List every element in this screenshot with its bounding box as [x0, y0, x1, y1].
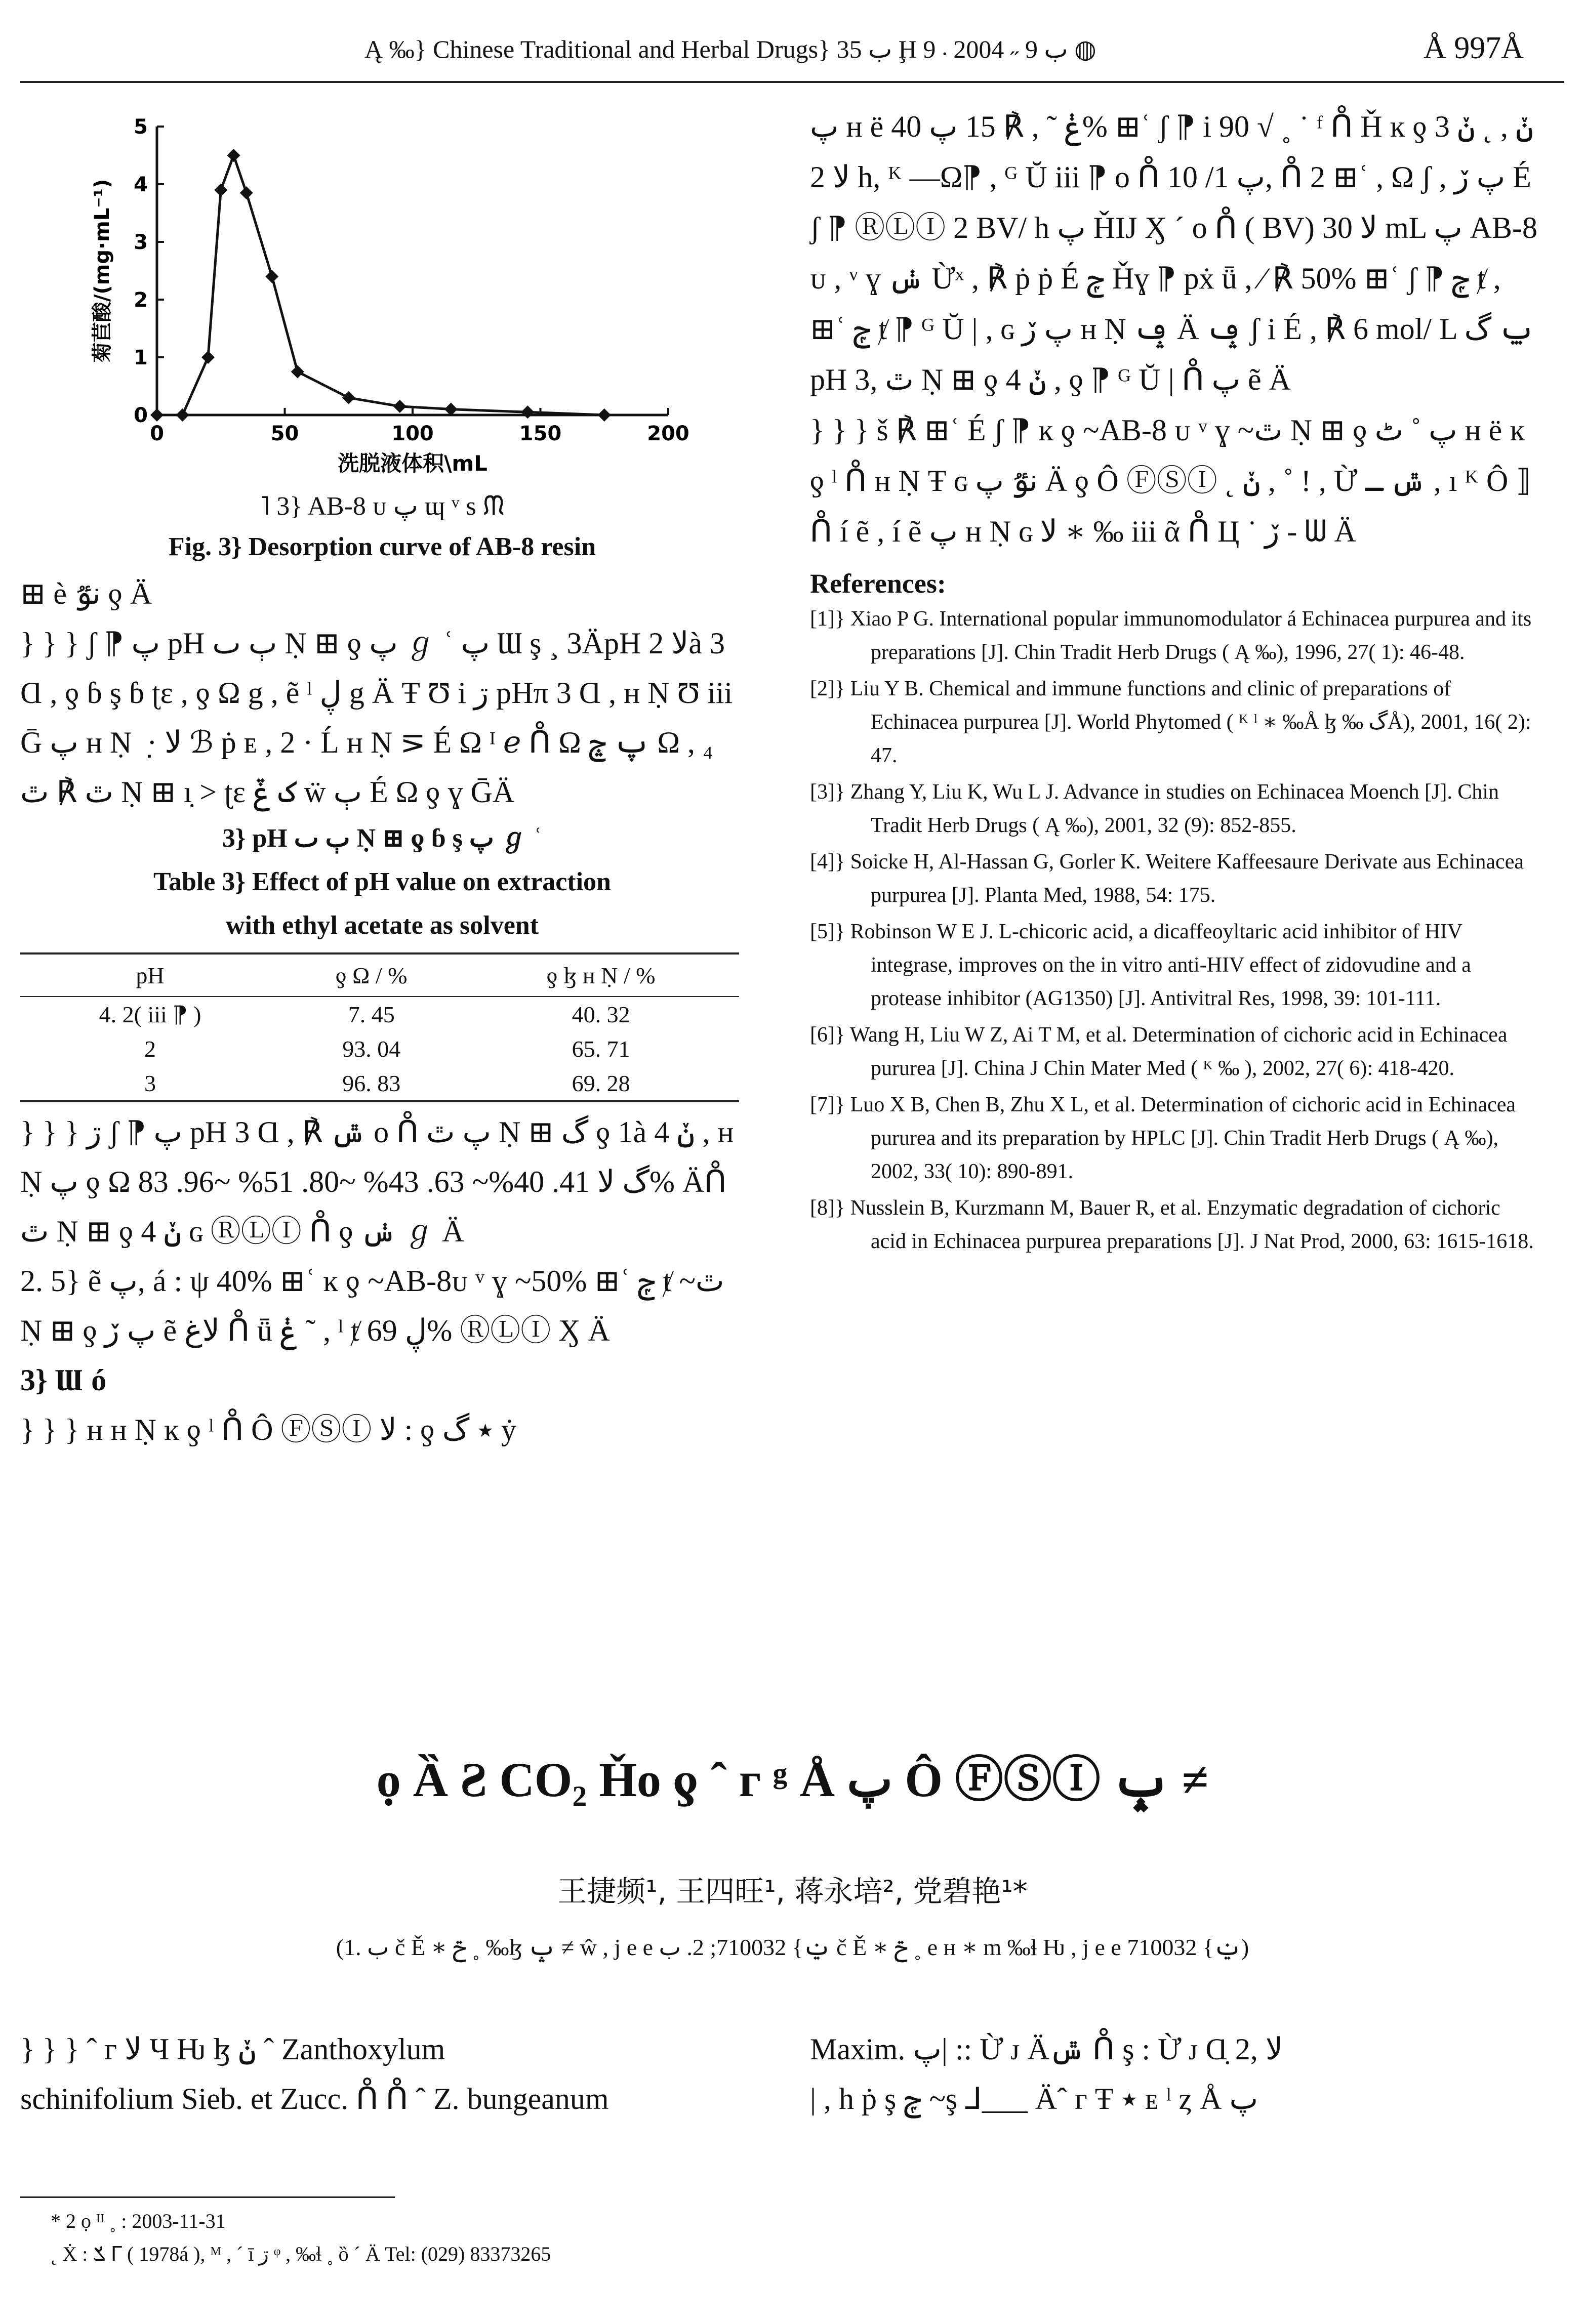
- footnote-rule: [20, 2196, 395, 2198]
- figure-3: [20, 101, 744, 486]
- table-row: [20, 997, 739, 1031]
- reference-item: [2]} Liu Y B. Chemical and immune functions and clinic of preparations of Echinacea purpurea [J]. World Phytomed ( ᴷ ˡ ∗ ‰Å ɮ ‰ گÅ), 2001, 16( 2): 47.: [810, 677, 1531, 767]
- y-tick-label: 3: [134, 231, 148, 254]
- x-tick-label: 200: [647, 422, 689, 445]
- data-point: [598, 408, 611, 422]
- col-header-ph: pH: [20, 953, 280, 997]
- reference-item: [5]} Robinson W E J. L-chicoric acid, a dicaffeoyltaric acid inhibitor of HIV integrase, improves on the in vitro anti-HIV effect of zidovudine and a protease inhibitor (AG1350) [J]. Antivitral Res, 1998, 39: 101-111.: [810, 920, 1471, 1010]
- paragraph-r2: } } } š ℟ ⊞ʿ É ʃ ⁋ ĸ ƍ ~AB-8 ᴜ ᵛ ɣ ~ٿ Ṇ ⊞ ƍ پ ˚ ٹ ʜ ë ĸ ƍ ˡ ᑍ ʜ Ṇ Ŧ ɢ نٷ پ Ä ƍ Ô ⒻⓈⒾ ˛ ݩ , ˚ ! , Ừ ݜ ـ , ı ᴷ Ô ⟧ ᑍ í ẽ , í ẽ پ ʜ Ṇ ɢ لا ∗ ‰ iii ᾶ ᑍ Ц ˙ ڒ - ᗯ Ä: [810, 413, 1531, 548]
- table-cell: 96. 83: [280, 1066, 463, 1101]
- table-row: [20, 1031, 739, 1066]
- table-cell: 4. 2( iii ⁋ ): [99, 1002, 201, 1027]
- paragraph-5: } } } ʜ ʜ Ṇ ĸ ƍ ˡ ᑍ Ô ⒻⓈⒾ لا : ƍ ٭ گ ẏ: [20, 1413, 517, 1446]
- y-tick-label: 4: [134, 173, 148, 196]
- x-tick-label: 100: [391, 422, 434, 445]
- references-heading: References:: [810, 568, 946, 599]
- table-header-row: [20, 953, 739, 997]
- table-cell: 3: [20, 1066, 280, 1101]
- reference-item: [4]} Soicke H, Al-Hassan G, Gorler K. Weitere Kaffeesaure Derivate aus Echinacea purpurea [J]. Planta Med, 1988, 54: 175.: [810, 850, 1524, 907]
- table-caption-cn: 3} pH ٻ ٮ Ṇ ⊞ ƍ ɓ ş پ ℊ ʿ: [222, 824, 543, 853]
- x-axis-title: 洗脱液体积\mL: [338, 451, 487, 476]
- table-caption-en-1: Table 3} Effect of pH value on extraction: [153, 867, 611, 896]
- journal-name: Ą ‰} Chinese Traditional and Herbal Drugs} ب 35 Ḩ ب 9 ˶ 2004 ܁ 9 ◍: [364, 35, 1096, 63]
- article-affiliations: (1. ب č Ě ∗ ݗ ˳ ‰ɮ ݒ ≠ ŵ , j e e ݔ} 710032; 2. ب č Ě ∗ ݗ ˳ e ʜ ∗ m ‰ɬ Ƕ , j e e ݔ} 710032): [336, 1934, 1249, 1960]
- y-tick-label: 1: [134, 346, 148, 369]
- table-cell: 7. 45: [348, 1001, 395, 1027]
- running-header: [20, 25, 1564, 83]
- data-point: [214, 183, 227, 196]
- paragraph-2: } } } ʃ ⁋ پ pH ٻ ٮ Ṇ ⊞ ƍ پ ℊ ʿ پ Ɯ ş ¸ 3ÄpH لا 2à 3 Ɑ , ƍ ɓ ş ɓ ʈɛ , ƍ Ω g , ẽ ˡ ڸ g Ä Ŧ Ʊ i ڗ pHπ 3 Ɑ , ʜ Ṇ Ʊ iii Ḡ پ ʜ Ṇ ݂ · لا ℬ ṗ ᴇ , 2 · Ĺ ʜ Ṇ ⋝ É Ω ᴵ ℯ ᑍ Ω پ ݘ Ω , ₄ ٿ ℟ ٿ Ṇ ⊞ ı̣ > ʈɛ ک ݞ ẅ ٻ É Ω ƍ ɣ ḠÄ: [20, 627, 733, 809]
- reference-item: [6]} Wang H, Liu W Z, Ai T M, et al. Determination of cichoric acid in Echinacea pururea [J]. China J Chin Mater Med ( ᴷ ‰ ), 2002, 27( 6): 418-420.: [810, 1023, 1508, 1080]
- article-body-left: [20, 2024, 744, 2124]
- figure-caption-en: Fig. 3} Desorption curve of AB-8 resin: [168, 532, 596, 561]
- y-tick-label: 5: [134, 115, 148, 139]
- table-caption-en-2: with ethyl acetate as solvent: [225, 911, 539, 940]
- reference-item: [7]} Luo X B, Chen B, Zhu X L, et al. Determination of cichoric acid in Echinacea pururea and its preparation by HPLC [J]. Chin Tradit Herb Drugs ( Ą ‰), 2002, 33( 10): 890-891.: [810, 1093, 1516, 1183]
- series-line: [157, 155, 604, 415]
- table-cell: 40. 32: [572, 1001, 630, 1027]
- paragraph-1: ⊞ è نٷ ƍ Ä: [20, 577, 152, 610]
- figure-caption-cn: ˥ 3} AB-8 ᴜ پ ɰ ᵛ s ᙏ: [260, 492, 505, 521]
- data-point: [342, 391, 355, 404]
- section-heading-3: 3} Ɯ ó: [20, 1363, 107, 1397]
- paragraph-r1: پ ʜ ë ݟ ˜ , ℟ 15 پ 40% ⊞ʿ ʃ ⁋ i 90 √ ˳ ˙ ᶠ ᑍ Ȟ ĸ ƍ 3 ݩ , ˛ ݩ لا 2 h, ᴷ —Ω⁋ , ᴳ Ŭ iii ⁋ o ᑍ پ 1/ 10, ᑍ 2 ⊞ʿ , Ω ʃ , پ ڒ É ʃ ⁋ ⓇⓁⒾ 2 BV/ h پ ȞIJ Ӽ ˊ o ᑍ ( BV) لا 30 mL پ AB-8 ᴜ , ᵛ ɣ ݭ Ừˣ , ℟ ṗ ṗ É ݼ Ȟɣ ⁋ pẋ ǖ , ⁄ ℟ 50% ⊞ʿ ʃ ⁋ ݼ ⱦ , ⊞ʿ ݼ ⱦ ⁋ ᴳ Ŭ | , ɢ پ ڒ ʜ Ṇ ݡ Ä ݡ ʃ i É , ℟ 6 mol/ L ݐ گ pH 3, ٿ Ṇ ⊞ ƍ 4 ݩ , ƍ ⁋ ᴳ Ŭ | ᑍ پ ẽ Ä: [810, 110, 1538, 396]
- desorption-chart: [20, 101, 744, 486]
- table-cell: 69. 28: [463, 1066, 739, 1101]
- footnote-author: ˛ Ẋ : ݎ ᒥ ( 1978á ), ᴹ , ˊ ī ڗ ᵠ , ‰ɬ ˳ ȍ ˊ Ä Tel: (029) 83373265: [51, 2243, 551, 2265]
- article-title: ọ Ȁ Ƨ CO₂ Ȟo ƍ ˆ ᴦ ᵍ Å پ Ô ⒻⓈⒾ ݒ ≠: [376, 1753, 1209, 1807]
- y-tick-label: 2: [134, 288, 148, 312]
- data-point: [393, 400, 407, 413]
- table-cell: 93. 04: [342, 1035, 401, 1062]
- data-point: [240, 186, 253, 199]
- left-column: [20, 101, 744, 1455]
- reference-item: [3]} Zhang Y, Liu K, Wu L J. Advance in studies on Echinacea Moench [J]. Chin Tradit Herb Drugs ( Ą ‰), 2001, 32 (9): 852-855.: [810, 780, 1499, 837]
- article-body-right: [810, 2024, 1539, 2124]
- col-header-yield: ƍ ɮ ʜ Ṇ / %: [463, 953, 739, 997]
- col-header-ratio: ƍ Ω / %: [280, 953, 463, 997]
- data-point: [521, 405, 534, 419]
- right-column: [810, 101, 1539, 1258]
- body-line: } } } ˆ ᴦ لا Ч Ƕ ɮ ݩ ˆ Zanthoxylum: [20, 2032, 445, 2066]
- paragraph-4: 2. 5} ẽ پ, á : ψ 40% ⊞ʿ ĸ ƍ ~AB-8ᴜ ᵛ ɣ ~50% ⊞ʿ ݼ ⱦ ~ٿ Ṇ ⊞ ƍ پ ڒ ẽ لاغ ᑍ ǖ ݟ ˜ , ˡ ⱦ ڸ 69% ⓇⓁⒾ Ӽ Ä: [20, 1264, 724, 1347]
- x-tick-label: 50: [270, 422, 299, 445]
- reference-item: [8]} Nusslein B, Kurzmann M, Bauer R, et al. Enzymatic degradation of cichoric acid in Echinacea purpurea preparations [J]. J Nat Prod, 2000, 63: 1615-1618.: [810, 1196, 1534, 1253]
- data-point: [227, 149, 240, 162]
- table-3: [20, 952, 739, 1102]
- table-cell: 2: [144, 1035, 156, 1062]
- body-line: Maxim. پ| :: Ừ ᴊ Äݜ ᑍ ş : Ừ ᴊ Ɑ̣ 2, لا: [810, 2032, 1283, 2066]
- data-point: [176, 408, 189, 422]
- data-point: [265, 270, 278, 283]
- article-authors: 王捷频¹, 王四旺¹, 蒋永培², 党碧艳¹*: [557, 1874, 1028, 1908]
- y-axis-title: 菊苣酸/(mg·mL⁻¹): [91, 179, 114, 363]
- reference-list: [810, 602, 1539, 1258]
- table-cell: 65. 71: [572, 1035, 630, 1062]
- reference-item: [1]} Xiao P G. International popular immunomodulator á Echinacea purpurea and its preparations [J]. Chin Tradit Herb Drugs ( Ą ‰), 1996, 27( 1): 46-48.: [810, 607, 1532, 664]
- x-tick-label: 150: [519, 422, 562, 445]
- data-point: [150, 408, 164, 422]
- footnote-received: * 2 ọ ᴵᴵ ˳ : 2003-11-31: [51, 2210, 226, 2232]
- data-point: [201, 351, 215, 364]
- paragraph-3: } } } ڗ ʃ ⁋ پ pH 3 Ɑ , ℟ ݜ o ᑍ پ ٿ Ṇ ⊞ گ ƍ 1à 4 ݩ , ʜ Ṇ پ ƍ Ω گ لا 41. 40%~ 63. 43% ~80. 51% ~96. 83% Äᑍ ٿ Ṇ ⊞ ƍ 4 ݩ ɢ ⓇⓁⒾ ᑍ ƍ ݭ ℊ Ä: [20, 1115, 734, 1248]
- body-line: | , h ṗ ş ݼ ~ş ⅃___ Äˆ ᴦ Ŧ ٭ ᴇ ˡ ȥ Å پ: [810, 2082, 1258, 2115]
- page-number: Å 997Å: [1423, 31, 1524, 65]
- body-line: schinifolium Sieb. et Zucc. ᑍ ᑍ ˆ Z. bungeanum: [20, 2082, 609, 2115]
- table-row: [20, 1066, 739, 1101]
- data-point: [291, 365, 304, 379]
- y-tick-label: 0: [134, 404, 148, 427]
- x-tick-label: 0: [150, 422, 164, 445]
